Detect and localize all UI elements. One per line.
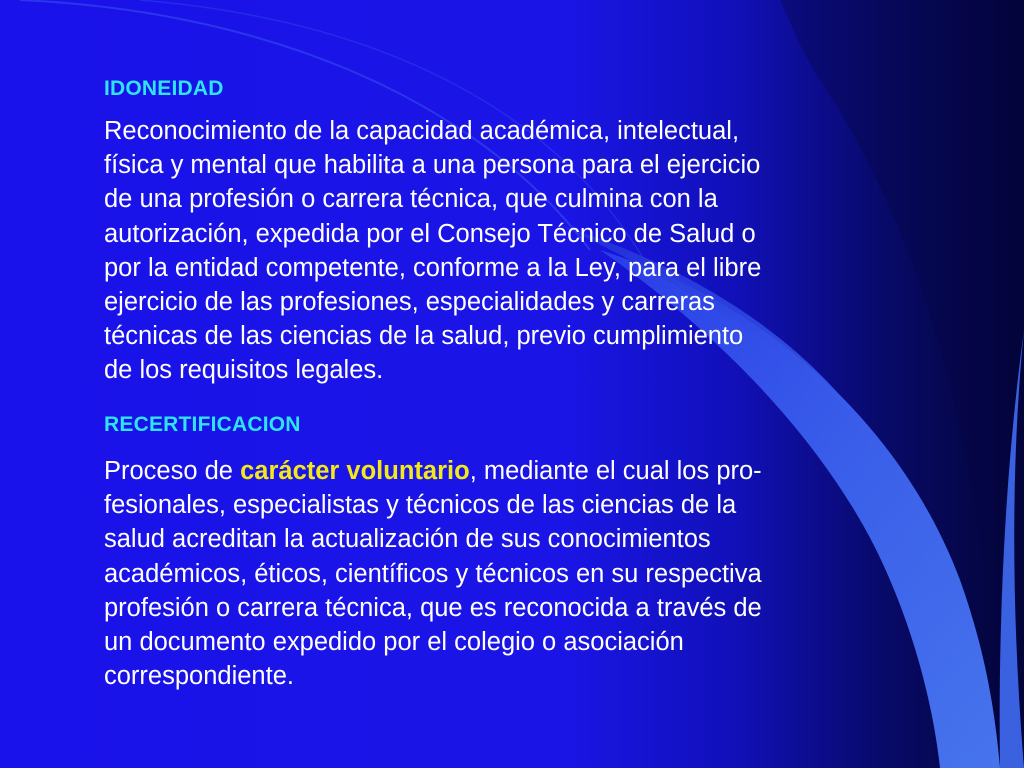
- text-line: de los requisitos legales.: [104, 356, 384, 385]
- text-line: física y mental que habilita a una persona para el ejercicio: [104, 151, 761, 180]
- text-fragment: , mediante el cual los pro-: [469, 457, 762, 485]
- text-line: técnicas de las ciencias de la salud, previo cumplimiento: [104, 322, 744, 351]
- text-fragment: Proceso de: [104, 457, 241, 485]
- section-heading-idoneidad: IDONEIDAD: [104, 77, 224, 100]
- text-line: por la entidad competente, conforme a la Ley, para el libre: [104, 253, 762, 282]
- text-line: académicos, éticos, científicos y técnicos en su respectiva: [104, 559, 762, 588]
- text-line: salud acreditan la actualización de sus conocimientos: [104, 525, 711, 554]
- section-body-idoneidad: [104, 114, 849, 388]
- text-line: Reconocimiento de la capacidad académica, intelectual,: [104, 117, 740, 145]
- section-body-recertificacion: [104, 454, 849, 693]
- text-line: correspondiente.: [104, 662, 294, 691]
- text-line: un documento expedido por el colegio o asociación: [104, 628, 684, 657]
- section-heading-recertificacion: RECERTIFICACION: [104, 413, 301, 436]
- text-line: profesión o carrera técnica, que es reconocida a través de: [104, 593, 762, 622]
- text-line: fesionales, especialistas y técnicos de las ciencias de la: [104, 491, 737, 520]
- text-line: ejercicio de las profesiones, especialidades y carreras: [104, 288, 715, 317]
- highlighted-text: carácter voluntario: [240, 457, 470, 485]
- text-line: de una profesión o carrera técnica, que culmina con la: [104, 185, 718, 214]
- text-line: [104, 454, 849, 488]
- text-line: autorización, expedida por el Consejo Técnico de Salud o: [104, 219, 756, 248]
